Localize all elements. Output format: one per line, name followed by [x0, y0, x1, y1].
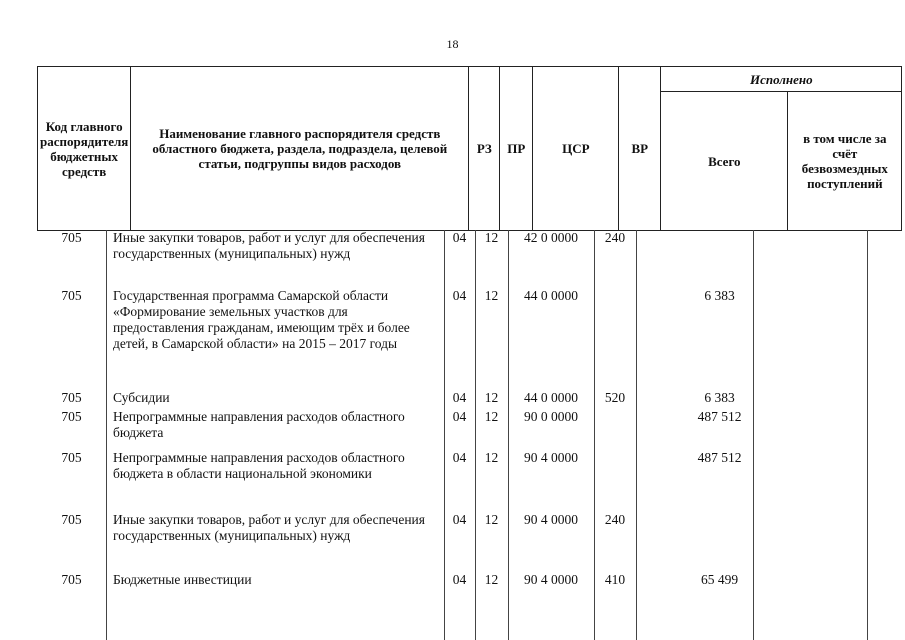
cell-code: 705	[61, 409, 82, 424]
table-row	[37, 288, 877, 390]
cell-code: 705	[61, 390, 82, 405]
cell-total: 487 512	[697, 409, 742, 424]
cell-rz: 04	[452, 450, 467, 465]
cell-vr: 520	[604, 390, 626, 405]
header-pr: ПР	[500, 67, 533, 231]
table-row	[37, 409, 877, 450]
page-number: 18	[446, 37, 459, 51]
cell-total: 6 383	[704, 390, 735, 405]
cell-free	[763, 390, 877, 409]
cell-free	[763, 512, 877, 572]
cell-code: 705	[61, 512, 82, 527]
header-csr: ЦСР	[533, 67, 619, 231]
cell-rz: 04	[452, 230, 467, 245]
header-free: в том числе за счёт безвозмездных поступлений	[788, 92, 902, 231]
header-code: Код главного распорядителя бюджетных средств	[38, 67, 131, 231]
cell-pr: 12	[484, 409, 499, 424]
table-row	[37, 512, 877, 572]
cell-free	[763, 288, 877, 390]
cell-vr	[594, 450, 636, 512]
cell-csr: 44 0 0000	[524, 288, 578, 303]
cell-csr: 90 4 0000	[524, 572, 578, 587]
cell-vr: 240	[604, 230, 626, 245]
cell-total	[636, 230, 763, 288]
cell-total: 6 383	[704, 288, 735, 303]
cell-vr	[594, 288, 636, 390]
cell-vr	[594, 409, 636, 450]
cell-code: 705	[61, 450, 82, 465]
header-rz: РЗ	[469, 67, 500, 231]
cell-rz: 04	[452, 409, 467, 424]
cell-name: Непрограммные направления расходов областного бюджета	[113, 409, 405, 440]
cell-name: Иные закупки товаров, работ и услуг для обеспечения государственных (муниципальных) нужд	[113, 230, 425, 261]
cell-rz: 04	[452, 390, 467, 405]
cell-name: Непрограммные направления расходов областного бюджета в области национальной экономики	[113, 450, 405, 481]
cell-rz: 04	[452, 288, 467, 303]
cell-code: 705	[61, 288, 82, 303]
table-body	[37, 230, 877, 602]
cell-name: Бюджетные инвестиции	[113, 572, 252, 587]
header-name: Наименование главного распорядителя средств областного бюджета, раздела, подраздела, целевой статьи, подгруппы видов расходов	[131, 67, 469, 231]
cell-free	[763, 450, 877, 512]
cell-vr: 240	[604, 512, 626, 527]
cell-pr: 12	[484, 390, 499, 405]
cell-csr: 44 0 0000	[524, 390, 578, 405]
cell-free	[763, 572, 877, 602]
cell-name: Иные закупки товаров, работ и услуг для обеспечения государственных (муниципальных) нужд	[113, 512, 425, 543]
table-row	[37, 390, 877, 409]
cell-code: 705	[61, 230, 82, 245]
cell-vr: 410	[604, 572, 626, 587]
header-executed: Исполнено	[661, 67, 902, 92]
cell-free	[763, 409, 877, 450]
cell-total	[636, 512, 763, 572]
table-row	[37, 230, 877, 288]
cell-csr: 90 0 0000	[524, 409, 578, 424]
cell-rz: 04	[452, 512, 467, 527]
cell-pr: 12	[484, 230, 499, 245]
cell-rz: 04	[452, 572, 467, 587]
cell-pr: 12	[484, 450, 499, 465]
cell-code: 705	[61, 572, 82, 587]
header-vr: ВР	[619, 67, 661, 231]
cell-free	[763, 230, 877, 288]
table-row	[37, 572, 877, 602]
cell-csr: 90 4 0000	[524, 512, 578, 527]
table-header	[37, 66, 902, 231]
cell-pr: 12	[484, 572, 499, 587]
cell-csr: 90 4 0000	[524, 450, 578, 465]
cell-pr: 12	[484, 512, 499, 527]
cell-total: 65 499	[700, 572, 739, 587]
header-total: Всего	[661, 92, 788, 231]
table-row	[37, 450, 877, 512]
cell-name: Государственная программа Самарской области «Формирование земельных участков для предоставления гражданам, имеющим трёх и более детей, в Самарской области» на 2015 – 2017 годы	[113, 288, 410, 351]
cell-csr: 42 0 0000	[524, 230, 578, 245]
cell-pr: 12	[484, 288, 499, 303]
cell-total: 487 512	[697, 450, 742, 465]
cell-name: Субсидии	[113, 390, 170, 405]
